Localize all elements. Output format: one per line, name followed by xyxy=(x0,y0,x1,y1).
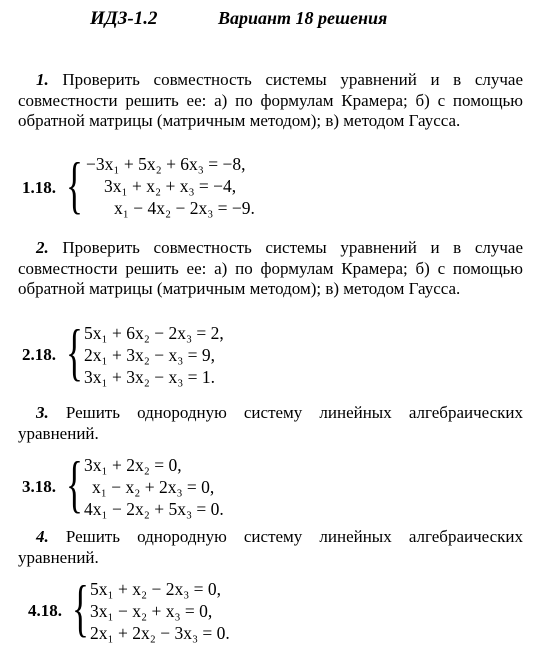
task-3-statement xyxy=(18,403,523,444)
task-4-statement xyxy=(18,527,523,568)
task-1-statement xyxy=(18,70,523,132)
task-3-text: Решить однородную систему линейных алгебраических уравнений. xyxy=(18,403,524,443)
equation: 4x₁ − 2x₂ + 5x₃ = 0. xyxy=(84,499,224,519)
equation: −3x₁ + 5x₂ + 6x₃ = −8, xyxy=(86,154,246,174)
equation: 3x₁ + 3x₂ − x₃ = 1. xyxy=(84,367,216,387)
task-3-number: 3. xyxy=(36,403,49,422)
header xyxy=(0,8,538,36)
task-2-number: 2. xyxy=(36,238,49,257)
equation: 5x₁ + x₂ − 2x₃ = 0, xyxy=(90,579,222,599)
system-1-label: 1.18. xyxy=(22,178,56,197)
task-1-text: Проверить совместность системы уравнений и в случае совместности решить ее: а) по формулам Крамера; б) с помощью обратной матрицы (матричным методом); в) методом Гаусса. xyxy=(18,70,524,130)
left-brace-icon: { xyxy=(66,448,83,519)
equation: 2x₁ + 3x₂ − x₃ = 9, xyxy=(84,345,216,365)
system-3-label: 3.18. xyxy=(22,477,56,496)
left-brace-icon: { xyxy=(66,149,83,220)
left-brace-icon: { xyxy=(66,316,83,387)
page-title: ИДЗ-1.2 xyxy=(90,8,158,29)
task-2-text: Проверить совместность системы уравнений и в случае совместности решить ее: а) по формулам Крамера; б) с помощью обратной матрицы (матричным методом); в) методом Гаусса. xyxy=(18,238,524,298)
equation: x₁ − 4x₂ − 2x₃ = −9. xyxy=(114,198,255,218)
equation: 5x₁ + 6x₂ − 2x₃ = 2, xyxy=(84,323,224,343)
task-1-number: 1. xyxy=(36,70,49,89)
task-4-number: 4. xyxy=(36,527,49,546)
equation: 3x₁ + x₂ + x₃ = −4, xyxy=(104,176,237,196)
left-brace-icon: { xyxy=(72,572,89,643)
equation: 3x₁ + 2x₂ = 0, xyxy=(84,455,182,475)
equation: 2x₁ + 2x₂ − 3x₃ = 0. xyxy=(90,623,230,643)
task-2-statement xyxy=(18,238,523,300)
task-4-text: Решить однородную систему линейных алгебраических уравнений. xyxy=(18,527,524,567)
equation: x₁ − x₂ + 2x₃ = 0, xyxy=(92,477,215,497)
system-4-label: 4.18. xyxy=(28,601,62,620)
system-2-label: 2.18. xyxy=(22,345,56,364)
page-subtitle: Вариант 18 решения xyxy=(218,8,388,28)
equation: 3x₁ − x₂ + x₃ = 0, xyxy=(90,601,213,621)
